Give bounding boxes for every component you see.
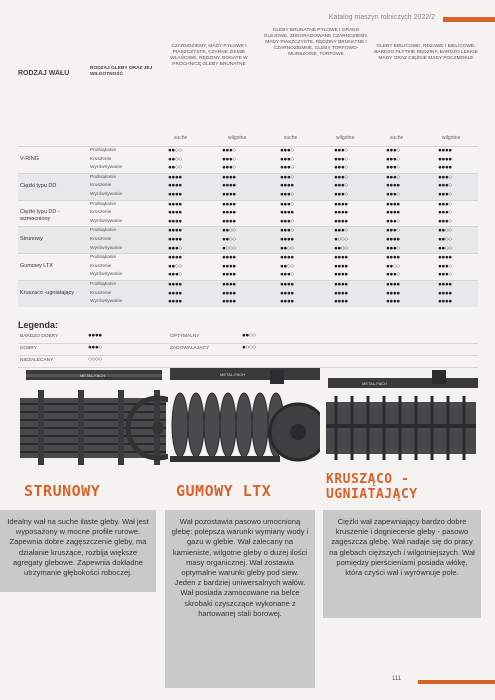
rating-dots: ●●●● — [168, 235, 182, 243]
table-row — [18, 218, 478, 227]
table-row — [18, 156, 478, 165]
rating-dots: ●●○○ — [222, 227, 236, 235]
crushing-roller-image — [322, 360, 482, 480]
table-body — [18, 146, 478, 307]
rating-dots: ●●○○ — [168, 262, 182, 270]
product-description: Ciężki wał zapewniający bardzo dobre kruszenie i dognieceniе gleby - pasowo zagęszcza glebę. Wał nadaje się do pracy na glebach cięższych i wilgotniejszych. Wał pomiędzy pierścieniami posiada włókę, która czyści wał i wyrównuje pole. — [323, 510, 481, 618]
rating-dots: ●●○○ — [222, 235, 236, 243]
rating-dots: ●●○○ — [280, 262, 294, 270]
rating-dots: ●●●○ — [222, 155, 236, 163]
rating-dots: ●●●● — [222, 209, 236, 217]
operation-label: Podsiąkanie — [90, 228, 117, 234]
rating-dots: ●●●○ — [334, 173, 348, 181]
operation-label: Wyrównywanie — [90, 272, 123, 278]
legend-label: BARDZO DOBRY — [20, 334, 59, 339]
legend-label: ZADOWALAJĄCY — [170, 346, 210, 351]
rating-dots: ●●●● — [222, 289, 236, 297]
rubber-roller-illustration — [170, 360, 320, 480]
page-number: 111 — [392, 676, 402, 682]
rating-dots: ●●●○ — [222, 147, 236, 154]
product-title: STRUNOWY — [24, 482, 101, 500]
operation-label: Podsiąkanie — [90, 148, 117, 153]
table-row — [18, 182, 478, 191]
rating-dots: ●●●● — [438, 254, 452, 262]
rating-dots: ●●●○ — [280, 147, 294, 154]
rating-dots: ●●●● — [222, 262, 236, 270]
legend-dots: ●●○○ — [242, 332, 256, 339]
table-row — [18, 254, 478, 263]
catalog-title: Katalog maszyn rolniczych 2022/2 — [328, 14, 435, 21]
rating-dots: ●●○○ — [438, 227, 452, 235]
table-row — [18, 263, 478, 272]
rating-dots: ●●●○ — [386, 217, 400, 225]
operation-label: Kruszenie — [90, 156, 112, 162]
rating-dots: ●●○○ — [168, 164, 182, 172]
table-row — [18, 298, 478, 307]
table-row — [18, 147, 478, 156]
rating-dots: ●●●○ — [386, 271, 400, 279]
rating-dots: ●●●○ — [334, 147, 348, 154]
table-row — [18, 191, 478, 200]
operation-label: Wyrównywanie — [90, 245, 123, 251]
moisture-label: wilgotne — [228, 135, 247, 141]
col-header-roller-type: RODZAJ WAŁU — [18, 70, 70, 77]
rating-dots: ●●○○ — [168, 155, 182, 163]
rating-dots: ●●●○ — [386, 147, 400, 154]
rating-dots: ●●●○ — [280, 200, 294, 208]
legend-label: NIEZALECANY — [20, 358, 54, 363]
rating-dots: ●●●○ — [386, 227, 400, 235]
roller-type-name: Strunowy — [20, 236, 43, 243]
rating-dots: ●○○○ — [222, 244, 236, 252]
legend-dots: ●●●● — [88, 332, 102, 339]
operation-label: Kruszenie — [90, 210, 112, 216]
rating-dots: ●●●● — [168, 182, 182, 190]
legend-dots: ○○○○ — [88, 356, 102, 363]
rating-dots: ●●●● — [280, 209, 294, 217]
rating-dots: ●●●● — [386, 235, 400, 243]
table-row — [18, 290, 478, 299]
operation-label: Wyrównywanie — [90, 299, 123, 305]
rating-dots: ●●●● — [222, 182, 236, 190]
rating-dots: ●●●○ — [438, 173, 452, 181]
legend-title: Legenda: — [18, 320, 59, 330]
rating-dots: ●●●● — [386, 200, 400, 208]
rating-dots: ●●●○ — [280, 155, 294, 163]
moisture-label: wilgotne — [442, 135, 461, 141]
rating-dots: ●●○○ — [438, 244, 452, 252]
rating-dots: ●●●○ — [334, 227, 348, 235]
operation-label: Kruszenie — [90, 183, 112, 189]
rating-dots: ●●●● — [334, 254, 348, 262]
roller-group — [18, 146, 478, 173]
rating-dots: ●●●○ — [280, 164, 294, 172]
col-header-soil-1: CZARNOZIEMY, MADY PYŁOWE I PIASZCZYSTE, CZARNE ZIEMIE WŁAŚCIWE, RĘDZINY, BOGATE W PRÓCHNICĘ GLEBY BRUNATNE — [170, 44, 248, 67]
rating-dots: ●●●○ — [334, 164, 348, 172]
brand-label: METAL-FACH — [220, 372, 246, 377]
legend-label: OPTYMALNY — [170, 334, 200, 339]
rating-dots: ●○○○ — [334, 235, 348, 243]
rating-dots: ●●○○ — [280, 244, 294, 252]
table-row — [18, 174, 478, 183]
table-row — [18, 236, 478, 245]
rating-dots: ●●○○ — [334, 244, 348, 252]
rating-dots: ●●●● — [438, 280, 452, 288]
rating-dots: ●●●● — [386, 254, 400, 262]
legend-dots: ●●●○ — [88, 344, 102, 351]
rating-dots: ●●●○ — [438, 182, 452, 190]
rating-dots: ●●●○ — [334, 155, 348, 163]
rating-dots: ●●●● — [438, 164, 452, 172]
rating-dots: ●●●● — [222, 200, 236, 208]
moisture-label: suche — [284, 135, 298, 141]
rating-dots: ●●●○ — [168, 244, 182, 252]
roller-group — [18, 280, 478, 307]
rating-dots: ●●●● — [334, 289, 348, 297]
rating-dots: ●●●● — [222, 217, 236, 225]
rating-dots: ●●●● — [168, 298, 182, 306]
rating-dots: ●●●● — [280, 280, 294, 288]
rating-dots: ●●●● — [386, 298, 400, 306]
rating-dots: ●●●● — [168, 217, 182, 225]
rating-dots: ●●●● — [386, 182, 400, 190]
col-header-soil-2: GLEBY BRUNATNE PYŁOWE I GRANO GLEJOWE, ZDEGRADOWANE CZARNOZIEMY, MADY PIASZCZYSTE, RĘDZINY BRUNATNE I CZARNOZIEMNE, GLEBY TORFOWO-MURSZOWE, TORFOWE — [263, 28, 369, 57]
rating-dots: ●●●● — [386, 209, 400, 217]
table-row — [18, 245, 478, 254]
rating-dots: ●●●○ — [438, 209, 452, 217]
rating-dots: ●●●○ — [280, 190, 294, 198]
legend-row — [18, 332, 478, 344]
rating-dots: ●●○○ — [438, 235, 452, 243]
col-header-soil-3: GLEBY BIELICOWE, RDZAWE I BIELICOWE, BARDZO PŁYTKIE RĘDZINY, BARDZO LEKKIE MADY ORAZ CIĘŻKIE MADY POCZMOKLE — [374, 44, 478, 61]
roller-type-name: Ciężki typu DD - wzmocniony — [20, 209, 60, 223]
rating-dots: ●●●● — [438, 147, 452, 154]
rating-dots: ●●●● — [334, 298, 348, 306]
product-description: Idealny wał na suche ilaste gleby. Wał jest wyposażony w mocne profile rurowe. Zapewnia dobre zagęszczenie gleby, ma działanie kruszące, rozbija większe agregaty glebowe. Zapewnia dokładne utrzymanie głębokości roboczej. — [0, 510, 156, 592]
string-roller-image — [18, 360, 168, 480]
roller-type-name: Kruszaco -ugniatający — [20, 289, 75, 296]
operation-label: Podsiąkanie — [90, 255, 117, 261]
product-description: Wał pozostawia pasowo umocnioną glebę: polepsza warunki wymiany wody i gazu w glebie. Wał zalecany na kamieniste, wilgotne gleby o dużej ilości masy organicznej. Wał zostawia optymalne warunki gleby pod siew. Jeden z bardziej uniwersalnych wałów. Wał posiada zamocowane na belce skrobaki czyszczące wykonane z hartowanej stali borowej. — [165, 510, 315, 688]
rating-dots: ●●●○ — [386, 190, 400, 198]
rubber-roller-image — [170, 360, 320, 480]
rating-dots: ●●●● — [168, 209, 182, 217]
rating-dots: ●●●○ — [386, 155, 400, 163]
rating-dots: ●●●● — [168, 280, 182, 288]
operation-label: Kruszenie — [90, 290, 112, 296]
legend-label: DOBRY — [20, 346, 37, 351]
rating-dots: ●●●● — [280, 298, 294, 306]
rating-dots: ●●●● — [386, 289, 400, 297]
rating-dots: ●●●● — [222, 298, 236, 306]
table-row — [18, 227, 478, 236]
rating-dots: ●●●● — [280, 235, 294, 243]
rating-dots: ●●●○ — [386, 173, 400, 181]
rating-dots: ●●●○ — [280, 217, 294, 225]
rating-dots: ●●●● — [222, 254, 236, 262]
operation-label: Wyrównywanie — [90, 165, 123, 171]
operation-label: Podsiąkanie — [90, 281, 117, 287]
string-roller-illustration — [18, 360, 168, 480]
operation-label: Kruszenie — [90, 236, 112, 242]
rating-dots: ●●●○ — [280, 271, 294, 279]
rating-dots: ●●●● — [334, 262, 348, 270]
rating-dots: ●●●● — [168, 289, 182, 297]
brand-label: METAL-FACH — [362, 381, 388, 386]
rating-dots: ●●●● — [168, 173, 182, 181]
moisture-header-row — [18, 135, 478, 145]
rating-dots: ●●●○ — [438, 190, 452, 198]
col-header-soil-conditions: RODZAJ GLEBY ORAZ JEJ WILGOTNOŚĆ — [90, 66, 153, 77]
legend-row — [18, 344, 478, 356]
rating-dots: ●●●● — [334, 200, 348, 208]
roller-group — [18, 200, 478, 227]
rating-dots: ●●○○ — [386, 262, 400, 270]
page-header — [0, 14, 495, 28]
rating-dots: ●●●● — [438, 155, 452, 163]
rating-dots: ●●●● — [280, 182, 294, 190]
rating-dots: ●●●● — [222, 280, 236, 288]
moisture-label: wilgotne — [336, 135, 355, 141]
rating-dots: ●●●● — [222, 190, 236, 198]
rating-dots: ●●●● — [168, 200, 182, 208]
rating-dots: ●●●● — [334, 217, 348, 225]
table-row — [18, 201, 478, 210]
rating-dots: ●●●● — [334, 271, 348, 279]
rating-dots: ●●●● — [438, 289, 452, 297]
rating-dots: ●●●● — [334, 280, 348, 288]
rating-dots: ●●●○ — [222, 164, 236, 172]
rating-dots: ●●●○ — [438, 200, 452, 208]
rating-dots: ●●●○ — [334, 182, 348, 190]
rating-dots: ●●●● — [168, 190, 182, 198]
operation-label: Podsiąkanie — [90, 201, 117, 207]
rating-dots: ●●●○ — [168, 271, 182, 279]
rating-dots: ●●●○ — [334, 190, 348, 198]
roller-type-name: Gumowy LTX — [20, 263, 53, 270]
crushing-roller-illustration — [322, 360, 482, 480]
rating-dots: ●●●● — [438, 298, 452, 306]
roller-type-name: Ciężki typu DD — [20, 182, 57, 189]
rating-dots: ●●●○ — [280, 173, 294, 181]
operation-label: Podsiąkanie — [90, 174, 117, 180]
header-accent-bar — [443, 17, 495, 22]
rating-dots: ●●●○ — [438, 262, 452, 270]
rating-dots: ●●●● — [168, 254, 182, 262]
product-title: GUMOWY LTX — [176, 482, 272, 500]
table-row — [18, 209, 478, 218]
roller-group — [18, 253, 478, 280]
rating-dots: ●●●● — [222, 271, 236, 279]
operation-label: Wyrównywanie — [90, 191, 123, 197]
legend-dots: ●○○○ — [242, 344, 256, 351]
product-title: KRUSZĄCO -UGNIATAJĄCY — [326, 472, 418, 502]
roller-group — [18, 173, 478, 200]
roller-group — [18, 226, 478, 253]
rating-dots: ●●●○ — [280, 227, 294, 235]
rating-dots: ●●●● — [168, 227, 182, 235]
operation-label: Wyrównywanie — [90, 218, 123, 224]
rating-dots: ●●●● — [386, 280, 400, 288]
table-row — [18, 271, 478, 280]
moisture-label: suche — [174, 135, 188, 141]
table-row — [18, 164, 478, 173]
footer-accent-bar — [418, 680, 495, 684]
rating-dots: ●●●○ — [386, 164, 400, 172]
table-row — [18, 281, 478, 290]
rating-dots: ●●○○ — [168, 147, 182, 154]
rating-dots: ●●●● — [334, 209, 348, 217]
rating-dots: ●●●● — [222, 173, 236, 181]
rating-dots: ●●●● — [280, 289, 294, 297]
rating-dots: ●●●○ — [438, 217, 452, 225]
rating-dots: ●●●○ — [438, 271, 452, 279]
operation-label: Kruszenie — [90, 263, 112, 269]
rating-dots: ●●●○ — [386, 244, 400, 252]
rating-dots: ●●●● — [280, 254, 294, 262]
brand-label: METAL-FACH — [80, 373, 106, 378]
roller-type-name: V-RING — [20, 155, 39, 162]
moisture-label: suche — [390, 135, 404, 141]
